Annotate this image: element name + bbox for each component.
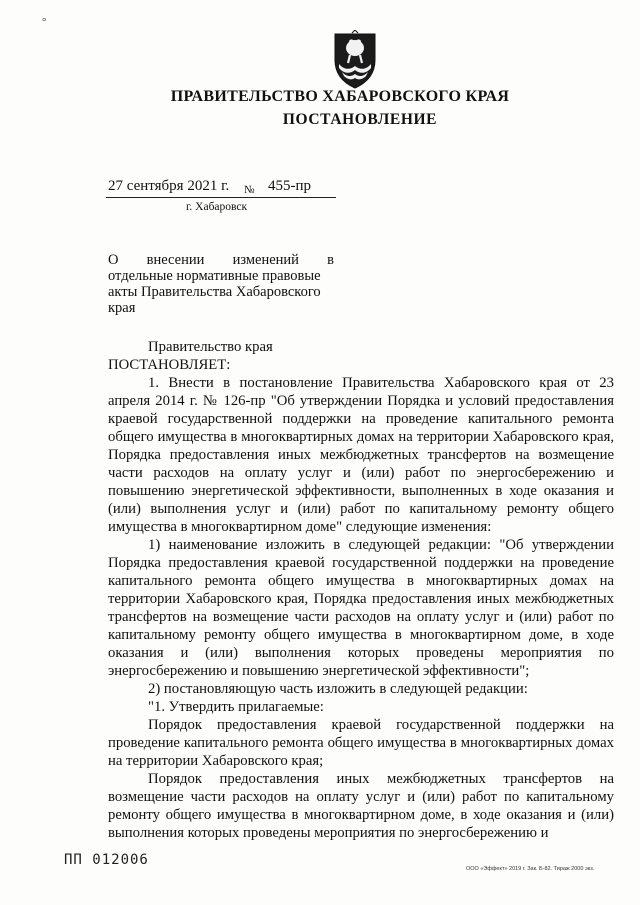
body-preamble: Правительство края	[148, 339, 273, 355]
document-city: г. Хабаровск	[186, 201, 248, 213]
body-paragraph: "1. Утвердить прилагаемые:	[148, 699, 324, 715]
body-resolves: ПОСТАНОВЛЯЕТ:	[108, 357, 231, 373]
body-paragraph: 1) наименование изложить в следующей редакции: "Об утверждении Порядка предоставления краевой государственной поддержки на проведение капитального ремонта общего имущества в многоквартирных домах на территории Хабаровского края, Порядка предоставления иных межбюджетных трансфертов на возмещение части расходов на оплату услуг и (или) работ по капитальному ремонту общего имущества в многоквартирном доме, в ходе оказания и (или) выполнения которых проведены мероприятия по энергосбережению и повышению энергетической эффективности";	[108, 537, 614, 679]
printer-imprint: ООО «Эффект» 2019 г. Зак. Б-82. Тираж 2000 экз.	[466, 866, 595, 872]
subject-line-2: отдельные нормативные правовые	[108, 268, 321, 284]
form-code: ПП 012006	[64, 852, 149, 868]
subject-line-1: О внесении изменений в	[108, 252, 334, 268]
body-paragraph: 2) постановляющую часть изложить в следующей редакции:	[148, 681, 528, 697]
coat-of-arms-emblem	[330, 30, 380, 90]
number-sign: №	[244, 184, 255, 196]
subject-line-4: края	[108, 300, 136, 316]
document-body	[108, 338, 614, 842]
document-type: ПОСТАНОВЛЕНИЕ	[282, 111, 438, 128]
body-paragraph: 1. Внести в постановление Правительства Хабаровского края от 23 апреля 2014 г. № 126-пр "Об утверждении Порядка и условий предоставления краевой государственной поддержки на проведение капитального ремонта общего имущества в многоквартирных домах на территории Хабаровского края, Порядка предоставления иных межбюджетных трансфертов на возмещение части расходов на оплату услуг и (или) работ по энергосбережению и повышению энергетической эффективности, выполненных в ходе оказания и (или) выполнения услуг и (или) работ по капитальному ремонту общего имущества в многоквартирном доме" следующие изменения:	[108, 375, 614, 535]
date-underline	[106, 197, 336, 198]
government-name: ПРАВИТЕЛЬСТВО ХАБАРОВСКОГО КРАЯ	[170, 88, 510, 105]
document-date: 27 сентября 2021 г.	[108, 178, 230, 194]
document-number: 455-пр	[268, 178, 312, 194]
subject-line-3: акты Правительства Хабаровского	[108, 284, 321, 300]
body-paragraph: Порядок предоставления иных межбюджетных трансфертов на возмещение части расходов на оплату услуг и (или) работ по капитальному ремонту общего имущества в многоквартирном доме, в ходе оказания и (или) выполнения которых проведены мероприятия по энергосбережению и	[108, 771, 614, 841]
document-subject	[108, 252, 334, 316]
corner-mark: °	[42, 16, 47, 28]
body-paragraph: Порядок предоставления краевой государственной поддержки на проведение капитального ремонта общего имущества в многоквартирных домах на территории Хабаровского края;	[108, 717, 614, 769]
